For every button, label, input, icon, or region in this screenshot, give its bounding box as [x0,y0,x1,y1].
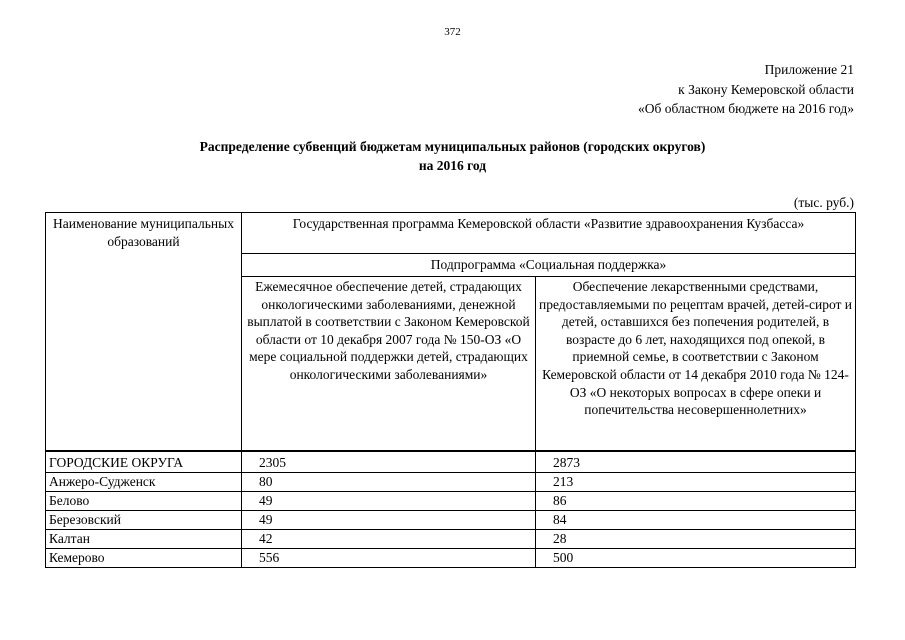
table-row-total [46,451,856,472]
appendix-line-1: Приложение 21 [764,62,854,77]
table-row [46,548,856,567]
subsidies-table [45,212,856,568]
row-value-2: 86 [536,491,856,510]
appendix-reference [638,60,854,119]
total-name: ГОРОДСКИЕ ОКРУГА [46,451,242,472]
appendix-line-3: «Об областном бюджете на 2016 год» [638,101,854,116]
row-value-1: 42 [242,529,536,548]
header-municipality-name: Наименование муниципальных образований [46,213,242,452]
units-label: (тыс. руб.) [793,195,854,210]
row-name: Березовский [46,510,242,529]
row-name: Калтан [46,529,242,548]
header-row-program [46,213,856,254]
title-line-2: на 2016 год [418,158,487,173]
total-value-2: 2873 [536,451,856,472]
document-title [0,137,905,175]
page-number: 372 [444,26,461,38]
row-value-2: 28 [536,529,856,548]
header-column-1: Ежемесячное обеспечение детей, страдающих онкологическими заболеваниями, денежной выплатой в соответствии с Законом Кемеровской области от 10 декабря 2007 года № 150-ОЗ «О мере социальной поддержки детей, страдающих онкологическими заболеваниями» [242,277,536,452]
row-value-2: 213 [536,472,856,491]
header-subprogram: Подпрограмма «Социальная поддержка» [242,254,856,277]
row-name: Кемерово [46,548,242,567]
header-program: Государственная программа Кемеровской области «Развитие здравоохранения Кузбасса» [242,213,856,254]
header-column-2: Обеспечение лекарственными средствами, предоставляемыми по рецептам врачей, детей-сирот и детей, оставшихся без попечения родителей, в возрасте до 6 лет, находящихся под опекой, в приемной семье, в соответствии с Законом Кемеровской области от 14 декабря 2010 года № 124-ОЗ «О некоторых вопросах в сфере опеки и попечительства несовершеннолетних» [536,277,856,452]
table-row [46,529,856,548]
row-name: Белово [46,491,242,510]
appendix-line-2: к Закону Кемеровской области [678,81,854,97]
total-value-1: 2305 [242,451,536,472]
row-value-1: 49 [242,491,536,510]
title-line-1: Распределение субвенций бюджетам муниципальных районов (городских округов) [199,139,706,154]
table-row [46,491,856,510]
row-value-1: 49 [242,510,536,529]
table-row [46,472,856,491]
table-row [46,510,856,529]
row-value-1: 556 [242,548,536,567]
row-name: Анжеро-Судженск [46,472,242,491]
row-value-1: 80 [242,472,536,491]
row-value-2: 84 [536,510,856,529]
row-value-2: 500 [536,548,856,567]
